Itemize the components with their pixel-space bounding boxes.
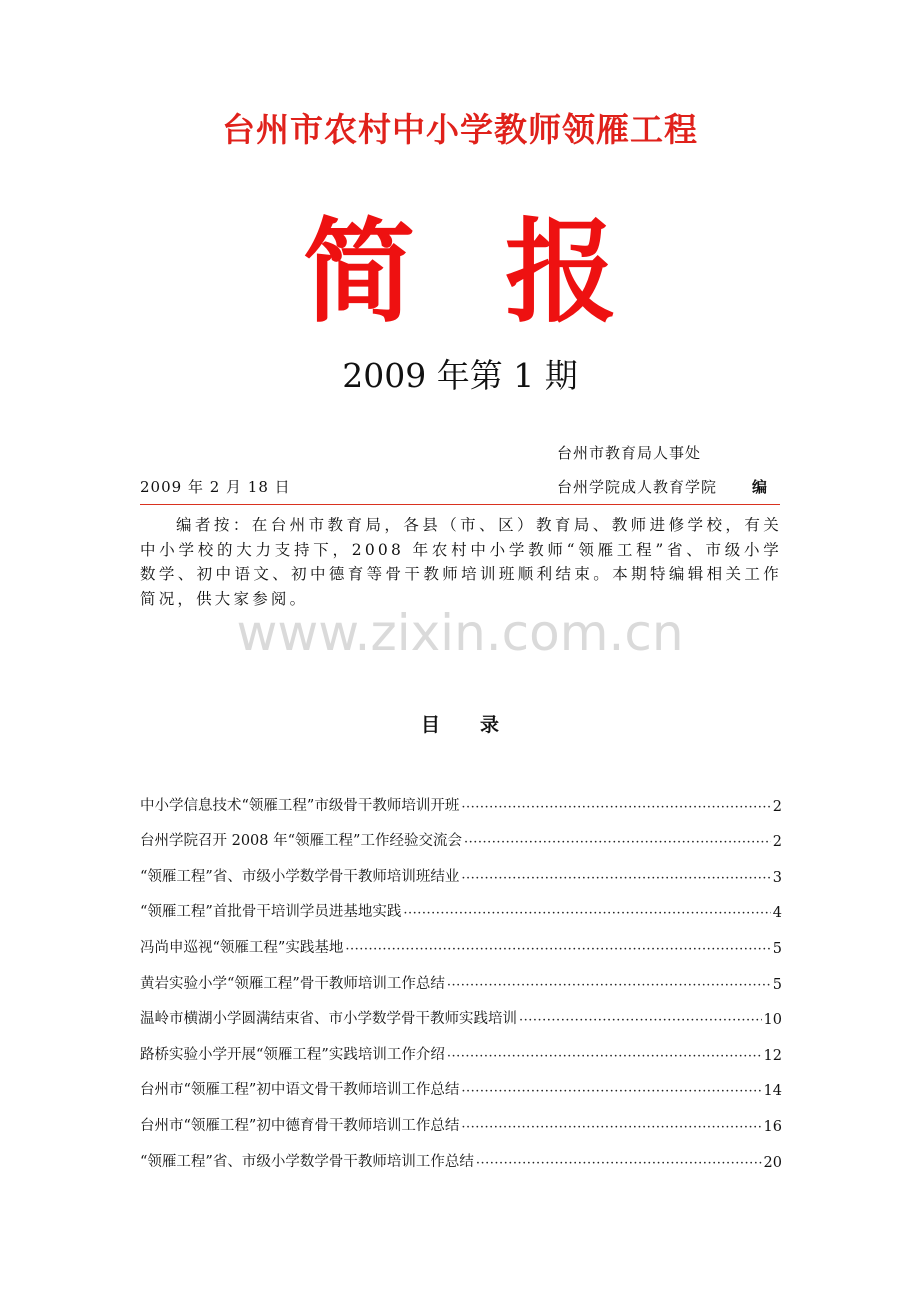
editor-note: 编者按：在台州市教育局，各县（市、区）教育局、教师进修学校，有关中小学校的大力支持下，2008 年农村中小学教师“领雁工程”省、市级小学数学、初中语文、初中德育等骨干教师培训班顺利结束。本期特编辑相关工作简况，供大家参阅。 (140, 516, 782, 608)
toc-item-page: 5 (772, 976, 782, 993)
toc-item-title: 温岭市横湖小学圆满结束省、市小学数学骨干教师实践培训 (140, 1011, 517, 1028)
toc-leader (461, 1084, 761, 1099)
toc-item[interactable] (140, 1135, 782, 1171)
toc-item[interactable] (140, 815, 782, 851)
toc-item[interactable] (140, 993, 782, 1029)
header-divider (140, 504, 780, 505)
toc-item[interactable] (140, 886, 782, 922)
toc-item[interactable] (140, 850, 782, 886)
toc-item-title: 冯尚申巡视“领雁工程”实践基地 (140, 939, 344, 956)
toc-item-page: 10 (763, 1012, 782, 1029)
issue-number: 2009 年第 1 期 (342, 356, 578, 395)
toc-item[interactable] (140, 957, 782, 993)
toc-item-title: 台州学院召开 2008 年“领雁工程”工作经验交流会 (140, 833, 462, 850)
toc-leader (519, 1013, 762, 1028)
toc-item-page: 16 (763, 1118, 782, 1135)
toc-leader (461, 871, 770, 886)
toc-heading: 目录 (420, 714, 539, 736)
toc-item-title: 台州市“领雁工程”初中语文骨干教师培训工作总结 (140, 1082, 460, 1099)
toc-item-page: 20 (763, 1154, 782, 1171)
toc-item-page: 12 (763, 1047, 782, 1064)
editor-label: 编 (752, 478, 769, 496)
document-title: 台州市农村中小学教师领雁工程 (222, 110, 698, 149)
toc-item-page: 3 (772, 869, 782, 886)
toc-leader (403, 906, 770, 921)
toc-leader (447, 978, 771, 993)
toc-leader (447, 1049, 762, 1064)
toc-item[interactable] (140, 1028, 782, 1064)
toc-item-title: 中小学信息技术“领雁工程”市级骨干教师培训开班 (140, 797, 460, 814)
toc-item[interactable] (140, 1099, 782, 1135)
toc-item-title: “领雁工程”省、市级小学数学骨干教师培训工作总结 (140, 1153, 474, 1170)
toc-item-title: “领雁工程”首批骨干培训学员进基地实践 (140, 904, 402, 921)
toc-item-page: 5 (772, 940, 782, 957)
publisher-personnel: 台州市教育局人事处 (557, 444, 702, 462)
masthead: 简报 (303, 208, 707, 338)
toc-item-title: “领雁工程”省、市级小学数学骨干教师培训班结业 (140, 868, 460, 885)
watermark: www.zixin.com.cn (236, 604, 684, 662)
toc-leader (464, 835, 771, 850)
toc-leader (461, 800, 770, 815)
toc-leader (476, 1156, 762, 1171)
toc-leader (461, 1120, 761, 1135)
publisher-college: 台州学院成人教育学院 (557, 478, 718, 496)
toc-item-title: 黄岩实验小学“领雁工程”骨干教师培训工作总结 (140, 975, 445, 992)
toc-item-page: 2 (772, 798, 782, 815)
toc-item-page: 2 (772, 834, 782, 851)
toc-item-page: 4 (772, 905, 782, 922)
toc-item[interactable] (140, 779, 782, 815)
toc-item-page: 14 (763, 1083, 782, 1100)
toc-item-title: 台州市“领雁工程”初中德育骨干教师培训工作总结 (140, 1117, 460, 1134)
toc-leader (345, 942, 770, 957)
toc-item[interactable] (140, 921, 782, 957)
issue-date: 2009 年 2 月 18 日 (140, 478, 291, 496)
toc-item[interactable] (140, 1064, 782, 1100)
toc-item-title: 路桥实验小学开展“领雁工程”实践培训工作介绍 (140, 1046, 445, 1063)
table-of-contents (140, 779, 782, 1171)
